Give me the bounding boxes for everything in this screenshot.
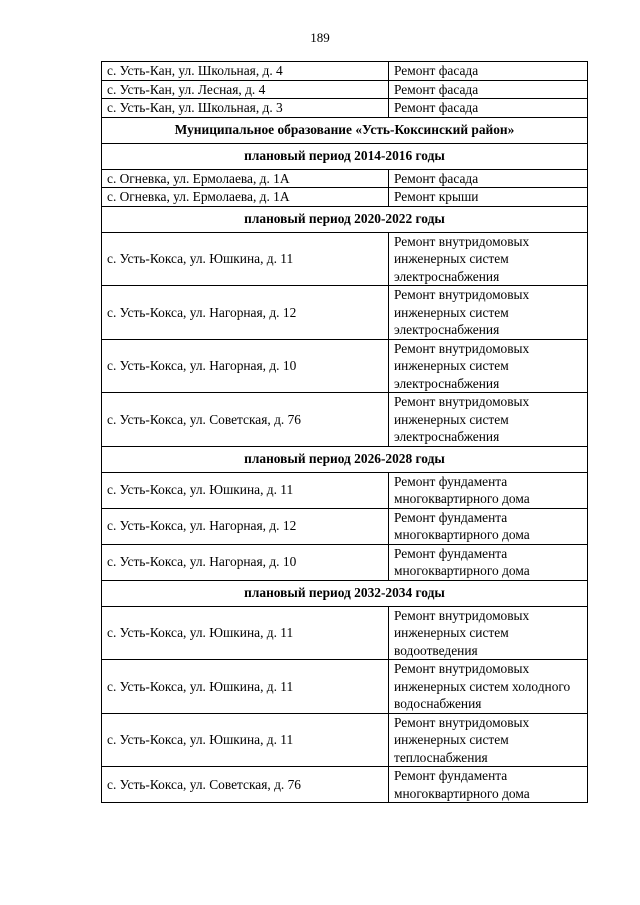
- address-cell: с. Огневка, ул. Ермолаева, д. 1А: [102, 188, 389, 207]
- table-row: [102, 286, 588, 340]
- address-cell: с. Усть-Кокса, ул. Нагорная, д. 10: [102, 339, 389, 393]
- period-header: плановый период 2026-2028 годы: [102, 446, 588, 472]
- section-header-row: [102, 117, 588, 143]
- period-header: плановый период 2020-2022 годы: [102, 206, 588, 232]
- address-cell: с. Усть-Кокса, ул. Юшкина, д. 11: [102, 232, 389, 286]
- address-cell: с. Усть-Кан, ул. Школьная, д. 3: [102, 99, 389, 118]
- work-type-cell: Ремонт фундамента многоквартирного дома: [389, 508, 588, 544]
- table-row: [102, 767, 588, 803]
- address-cell: с. Усть-Кокса, ул. Советская, д. 76: [102, 393, 389, 447]
- address-cell: с. Усть-Кокса, ул. Советская, д. 76: [102, 767, 389, 803]
- address-cell: с. Усть-Кокса, ул. Юшкина, д. 11: [102, 472, 389, 508]
- page-number: 189: [310, 30, 330, 45]
- work-type-cell: Ремонт внутридомовых инженерных систем электроснабжения: [389, 393, 588, 447]
- work-type-cell: Ремонт фундамента многоквартирного дома: [389, 472, 588, 508]
- work-type-cell: Ремонт фасада: [389, 62, 588, 81]
- section-header-row: [102, 446, 588, 472]
- repair-program-table: [101, 61, 588, 803]
- work-type-cell: Ремонт фундамента многоквартирного дома: [389, 767, 588, 803]
- work-type-cell: Ремонт фасада: [389, 169, 588, 188]
- work-type-cell: Ремонт фундамента многоквартирного дома: [389, 544, 588, 580]
- work-type-cell: Ремонт фасада: [389, 80, 588, 99]
- address-cell: с. Огневка, ул. Ермолаева, д. 1А: [102, 169, 389, 188]
- table-row: [102, 472, 588, 508]
- table-row: [102, 339, 588, 393]
- table-row: [102, 99, 588, 118]
- period-header: плановый период 2032-2034 годы: [102, 580, 588, 606]
- work-type-cell: Ремонт крыши: [389, 188, 588, 207]
- work-type-cell: Ремонт внутридомовых инженерных систем водоотведения: [389, 606, 588, 660]
- work-type-cell: Ремонт внутридомовых инженерных систем холодного водоснабжения: [389, 660, 588, 714]
- section-header-row: [102, 143, 588, 169]
- table-row: [102, 660, 588, 714]
- work-type-cell: Ремонт внутридомовых инженерных систем электроснабжения: [389, 232, 588, 286]
- table-row: [102, 169, 588, 188]
- work-type-cell: Ремонт внутридомовых инженерных систем электроснабжения: [389, 339, 588, 393]
- table-row: [102, 393, 588, 447]
- address-cell: с. Усть-Кокса, ул. Юшкина, д. 11: [102, 660, 389, 714]
- table-row: [102, 508, 588, 544]
- table-row: [102, 232, 588, 286]
- address-cell: с. Усть-Кокса, ул. Нагорная, д. 10: [102, 544, 389, 580]
- work-type-cell: Ремонт внутридомовых инженерных систем теплоснабжения: [389, 713, 588, 767]
- address-cell: с. Усть-Кан, ул. Лесная, д. 4: [102, 80, 389, 99]
- address-cell: с. Усть-Кокса, ул. Юшкина, д. 11: [102, 606, 389, 660]
- municipality-header: Муниципальное образование «Усть-Коксинский район»: [102, 117, 588, 143]
- section-header-row: [102, 580, 588, 606]
- table-row: [102, 606, 588, 660]
- work-type-cell: Ремонт внутридомовых инженерных систем электроснабжения: [389, 286, 588, 340]
- table-row: [102, 713, 588, 767]
- period-header: плановый период 2014-2016 годы: [102, 143, 588, 169]
- address-cell: с. Усть-Кокса, ул. Юшкина, д. 11: [102, 713, 389, 767]
- address-cell: с. Усть-Кокса, ул. Нагорная, д. 12: [102, 286, 389, 340]
- table-row: [102, 80, 588, 99]
- address-cell: с. Усть-Кан, ул. Школьная, д. 4: [102, 62, 389, 81]
- table-row: [102, 62, 588, 81]
- address-cell: с. Усть-Кокса, ул. Нагорная, д. 12: [102, 508, 389, 544]
- table-row: [102, 188, 588, 207]
- work-type-cell: Ремонт фасада: [389, 99, 588, 118]
- section-header-row: [102, 206, 588, 232]
- table-row: [102, 544, 588, 580]
